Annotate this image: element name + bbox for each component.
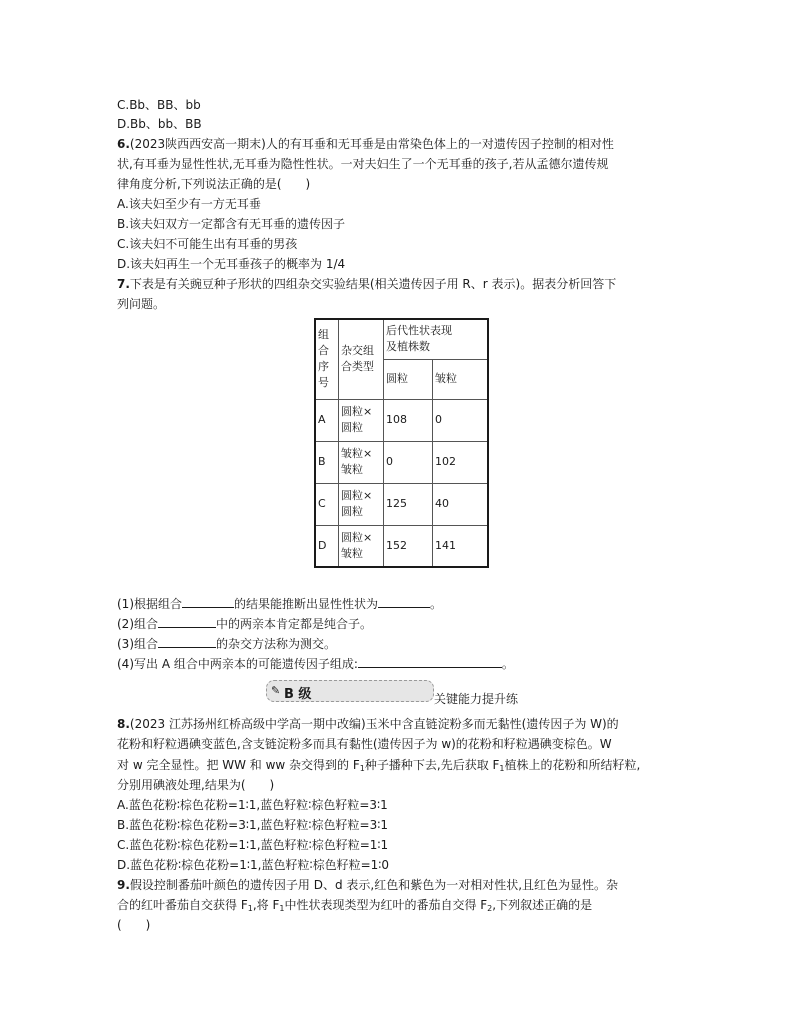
answer-blank [182,595,234,608]
q5-option-d: D.Bb、bb、BB [117,117,202,131]
q7-stem-line2: 列问题。 [117,297,166,311]
q6-stem-line1: 6.(2023陕西西安高一期末)人的有耳垂和无耳垂是由常染色体上的一对遗传因子控制的相对性 [117,137,614,151]
row-round-count: 108 [384,399,433,441]
row-id: D [315,525,339,567]
q9-number: 9. [117,878,130,892]
q8-stem-line1: 8.(2023 江苏扬州红桥高级中学高一期中改编)玉米中含直链淀粉多而无黏性(遗传因子为 W)的 [117,717,619,731]
q8-option-d: D.蓝色花粉∶棕色花粉=1∶1,蓝色籽粒∶棕色籽粒=1∶0 [117,858,390,872]
section-level: B 级 [284,687,312,702]
row-wrinkled-count: 102 [433,441,489,483]
q7-number: 7. [117,277,130,291]
table-row [315,399,488,441]
header-wrinkled: 皱粒 [433,359,489,399]
row-id: B [315,441,339,483]
row-wrinkled-count: 141 [433,525,489,567]
row-wrinkled-count: 0 [433,399,489,441]
q8-stem-line2: 花粉和籽粒遇碘变蓝色,含支链淀粉多而具有黏性(遗传因子为 w)的花粉和籽粒遇碘变棕色。W [117,737,612,751]
q6-stem-line3: 律角度分析,下列说法正确的是( ) [117,177,311,191]
q9-stem-line1: 9.假设控制番茄叶颜色的遗传因子用 D、d 表示,红色和紫色为一对相对性状,且红色为显性。杂 [117,878,619,892]
q7-sub2: (2)组合 中的两亲本肯定都是纯合子。 [117,617,373,631]
q8-option-c: C.蓝色花粉∶棕色花粉=1∶1,蓝色籽粒∶棕色籽粒=1∶1 [117,838,389,852]
header-cross-type: 杂交组 合类型 [339,319,384,399]
row-id: C [315,483,339,525]
table-row [315,483,488,525]
q6-stem-line2: 状,有耳垂为显性性状,无耳垂为隐性性状。一对夫妇生了一个无耳垂的孩子,若从孟德尔遗传规 [117,157,609,171]
answer-blank [378,595,430,608]
table-row [315,525,488,567]
row-cross: 圆粒× 圆粒 [339,399,384,441]
row-cross: 圆粒× 圆粒 [339,483,384,525]
answer-blank [358,655,502,668]
row-round-count: 152 [384,525,433,567]
cross-results-table [314,318,489,568]
q6-number: 6. [117,137,130,151]
q6-option-c: C.该夫妇不可能生出有耳垂的男孩 [117,237,298,251]
q8-option-b: B.蓝色花粉∶棕色花粉=3∶1,蓝色籽粒∶棕色籽粒=3∶1 [117,818,389,832]
row-cross: 圆粒× 皱粒 [339,525,384,567]
q9-stem-line3: ( ) [117,918,151,932]
q7-sub1: (1)根据组合 的结果能推断出显性性状为 。 [117,597,443,611]
q7-sub4: (4)写出 A 组合中两亲本的可能遗传因子组成: 。 [117,657,514,671]
q7-stem-line1: 7.下表是有关豌豆种子形状的四组杂交实验结果(相关遗传因子用 R、r 表示)。据表分析回答下 [117,277,617,291]
header-offspring: 后代性状表现 及植株数 [384,319,489,359]
row-round-count: 125 [384,483,433,525]
section-banner [266,680,434,702]
q8-stem-line3: 对 w 完全显性。把 WW 和 ww 杂交得到的 $F_1$种子播种下去,先后获取 $F_1$植株上的花粉和所结籽粒, [117,758,641,773]
row-round-count: 0 [384,441,433,483]
answer-blank [158,635,216,648]
table-row [315,441,488,483]
row-cross: 皱粒× 皱粒 [339,441,384,483]
q9-stem-line2: 合的红叶番茄自交获得 $F_1$,将 $F_1$中性状表现类型为红叶的番茄自交得 $F_2$,下列叙述正确的是 [117,898,593,913]
q7-sub3: (3)组合 的杂交方法称为测交。 [117,637,337,651]
q6-option-b: B.该夫妇双方一定都含有无耳垂的遗传因子 [117,217,346,231]
header-group-number: 组 合 序 号 [315,319,339,399]
section-title: 关键能力提升练 [434,692,519,706]
header-round: 圆粒 [384,359,433,399]
row-wrinkled-count: 40 [433,483,489,525]
q8-number: 8. [117,717,130,731]
q6-option-d: D.该夫妇再生一个无耳垂孩子的概率为 1/4 [117,257,346,271]
q5-option-c: C.Bb、BB、bb [117,98,201,112]
answer-blank [158,615,216,628]
q8-option-a: A.蓝色花粉∶棕色花粉=1∶1,蓝色籽粒∶棕色籽粒=3∶1 [117,798,388,812]
pencil-icon: ✎ [271,684,281,697]
q8-stem-line4: 分别用碘液处理,结果为( ) [117,778,275,792]
q6-option-a: A.该夫妇至少有一方无耳垂 [117,197,261,211]
row-id: A [315,399,339,441]
